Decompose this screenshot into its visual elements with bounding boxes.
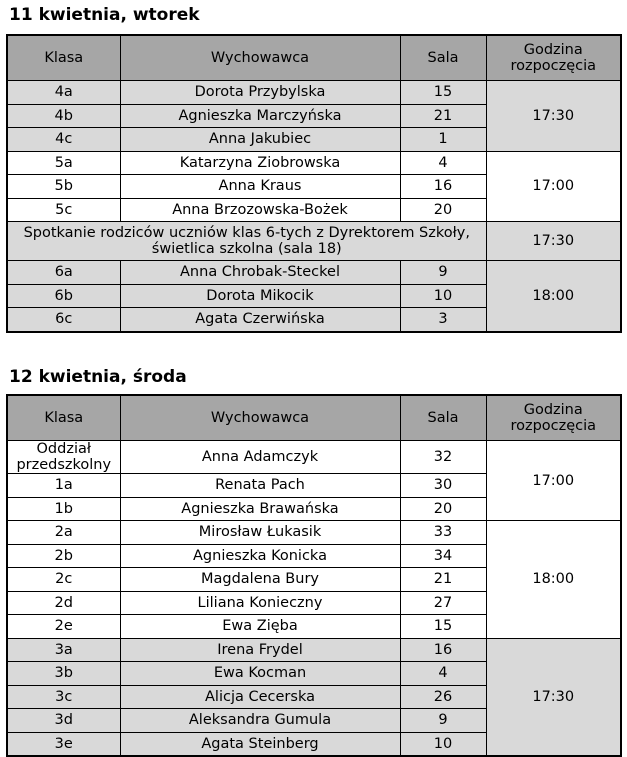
cell-klasa: 5a bbox=[7, 151, 120, 175]
header-klasa: Klasa bbox=[7, 35, 120, 81]
cell-klasa: 3a bbox=[7, 638, 120, 662]
cell-sala: 32 bbox=[400, 441, 486, 474]
table-row bbox=[7, 151, 621, 175]
cell-klasa: 3c bbox=[7, 685, 120, 709]
header-sala: Sala bbox=[400, 395, 486, 441]
cell-godzina: 18:00 bbox=[486, 261, 621, 332]
table-header-row bbox=[7, 395, 621, 441]
cell-sala: 21 bbox=[400, 104, 486, 128]
cell-wychowawca: Irena Frydel bbox=[120, 638, 400, 662]
cell-klasa: 5b bbox=[7, 175, 120, 199]
cell-klasa: 5c bbox=[7, 198, 120, 222]
cell-klasa: 6c bbox=[7, 308, 120, 332]
cell-klasa: 2d bbox=[7, 591, 120, 615]
meeting-note: Spotkanie rodziców uczniów klas 6-tych z Dyrektorem Szkoły, świetlica szkolna (sala 18) bbox=[7, 222, 486, 261]
cell-klasa: 3e bbox=[7, 732, 120, 756]
cell-godzina: 17:30 bbox=[486, 81, 621, 152]
cell-wychowawca: Agnieszka Konicka bbox=[120, 544, 400, 568]
cell-sala: 9 bbox=[400, 261, 486, 285]
cell-klasa: 4c bbox=[7, 128, 120, 152]
cell-klasa: 1a bbox=[7, 474, 120, 498]
cell-wychowawca: Agnieszka Brawańska bbox=[120, 497, 400, 521]
cell-wychowawca: Aleksandra Gumula bbox=[120, 709, 400, 733]
cell-godzina: 17:00 bbox=[486, 441, 621, 521]
cell-sala: 21 bbox=[400, 568, 486, 592]
cell-klasa: 2c bbox=[7, 568, 120, 592]
header-wychowawca: Wychowawca bbox=[120, 395, 400, 441]
cell-sala: 10 bbox=[400, 284, 486, 308]
table-row bbox=[7, 638, 621, 662]
cell-klasa: Oddział przedszkolny bbox=[7, 441, 120, 474]
cell-sala: 26 bbox=[400, 685, 486, 709]
cell-wychowawca: Ewa Kocman bbox=[120, 662, 400, 686]
schedule-table bbox=[6, 394, 622, 757]
cell-sala: 20 bbox=[400, 198, 486, 222]
schedule-table bbox=[6, 34, 622, 333]
table-header-row bbox=[7, 35, 621, 81]
cell-klasa: 1b bbox=[7, 497, 120, 521]
section-title: 11 kwietnia, wtorek bbox=[9, 5, 200, 25]
table-row bbox=[7, 261, 621, 285]
cell-sala: 4 bbox=[400, 662, 486, 686]
cell-sala: 15 bbox=[400, 81, 486, 105]
cell-sala: 4 bbox=[400, 151, 486, 175]
cell-wychowawca: Renata Pach bbox=[120, 474, 400, 498]
cell-wychowawca: Alicja Cecerska bbox=[120, 685, 400, 709]
table-row bbox=[7, 521, 621, 545]
cell-klasa: 6a bbox=[7, 261, 120, 285]
cell-wychowawca: Anna Chrobak-Steckel bbox=[120, 261, 400, 285]
note-row bbox=[7, 222, 621, 261]
cell-wychowawca: Anna Jakubiec bbox=[120, 128, 400, 152]
cell-klasa: 4b bbox=[7, 104, 120, 128]
table-row bbox=[7, 441, 621, 474]
cell-wychowawca: Mirosław Łukasik bbox=[120, 521, 400, 545]
section-title: 12 kwietnia, środa bbox=[9, 367, 187, 387]
cell-godzina: 17:30 bbox=[486, 638, 621, 756]
cell-godzina: 17:30 bbox=[486, 222, 621, 261]
cell-klasa: 2b bbox=[7, 544, 120, 568]
cell-wychowawca: Katarzyna Ziobrowska bbox=[120, 151, 400, 175]
cell-sala: 10 bbox=[400, 732, 486, 756]
cell-klasa: 4a bbox=[7, 81, 120, 105]
cell-sala: 30 bbox=[400, 474, 486, 498]
header-klasa: Klasa bbox=[7, 395, 120, 441]
cell-wychowawca: Dorota Przybylska bbox=[120, 81, 400, 105]
cell-sala: 16 bbox=[400, 175, 486, 199]
cell-wychowawca: Ewa Zięba bbox=[120, 615, 400, 639]
cell-sala: 20 bbox=[400, 497, 486, 521]
cell-sala: 15 bbox=[400, 615, 486, 639]
cell-klasa: 3d bbox=[7, 709, 120, 733]
table-row bbox=[7, 81, 621, 105]
cell-sala: 9 bbox=[400, 709, 486, 733]
cell-wychowawca: Anna Brzozowska-Bożek bbox=[120, 198, 400, 222]
cell-sala: 27 bbox=[400, 591, 486, 615]
cell-godzina: 18:00 bbox=[486, 521, 621, 639]
cell-klasa: 6b bbox=[7, 284, 120, 308]
cell-sala: 34 bbox=[400, 544, 486, 568]
cell-godzina: 17:00 bbox=[486, 151, 621, 222]
cell-klasa: 2e bbox=[7, 615, 120, 639]
cell-wychowawca: Anna Adamczyk bbox=[120, 441, 400, 474]
cell-wychowawca: Magdalena Bury bbox=[120, 568, 400, 592]
cell-klasa: 2a bbox=[7, 521, 120, 545]
cell-wychowawca: Agata Czerwińska bbox=[120, 308, 400, 332]
header-sala: Sala bbox=[400, 35, 486, 81]
cell-wychowawca: Dorota Mikocik bbox=[120, 284, 400, 308]
cell-sala: 33 bbox=[400, 521, 486, 545]
cell-sala: 1 bbox=[400, 128, 486, 152]
cell-sala: 16 bbox=[400, 638, 486, 662]
cell-klasa: 3b bbox=[7, 662, 120, 686]
cell-wychowawca: Liliana Konieczny bbox=[120, 591, 400, 615]
cell-sala: 3 bbox=[400, 308, 486, 332]
header-godzina: Godzina rozpoczęcia bbox=[486, 395, 621, 441]
header-godzina: Godzina rozpoczęcia bbox=[486, 35, 621, 81]
cell-wychowawca: Agata Steinberg bbox=[120, 732, 400, 756]
cell-wychowawca: Agnieszka Marczyńska bbox=[120, 104, 400, 128]
header-wychowawca: Wychowawca bbox=[120, 35, 400, 81]
cell-wychowawca: Anna Kraus bbox=[120, 175, 400, 199]
